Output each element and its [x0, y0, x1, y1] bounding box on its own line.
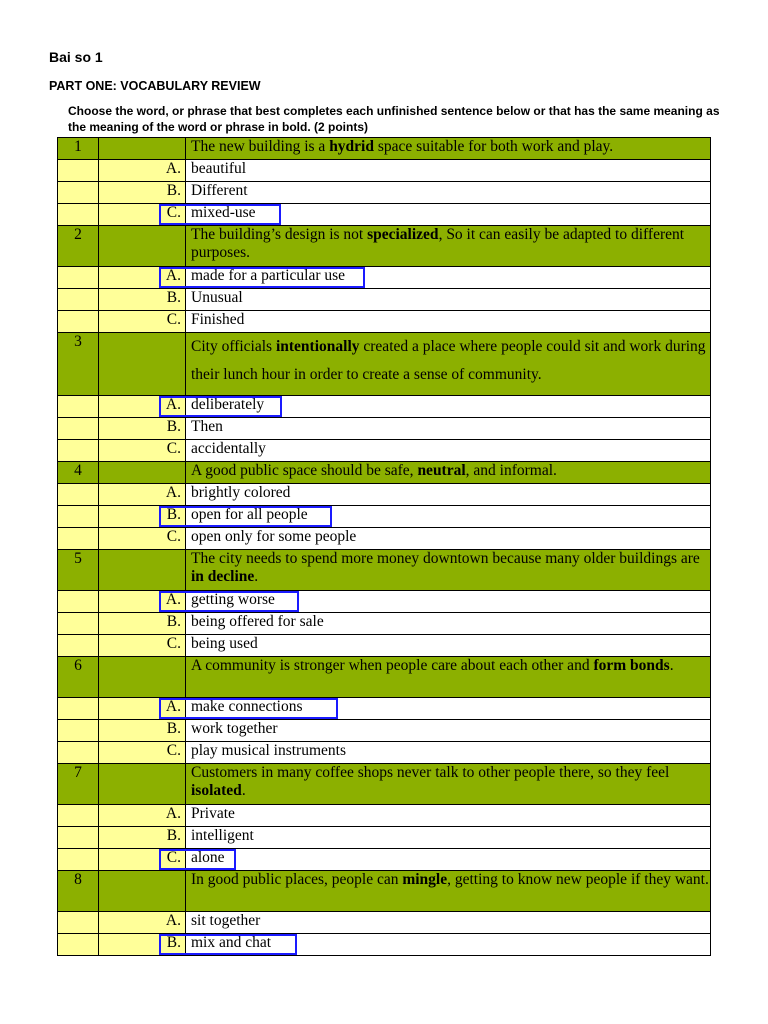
option-letter-label: B. — [166, 827, 181, 844]
option-row[interactable] — [58, 635, 711, 657]
option-text[interactable] — [186, 484, 711, 506]
question-number: 6 — [58, 657, 99, 698]
option-letter-label: A. — [165, 591, 181, 608]
option-letter[interactable] — [99, 484, 186, 506]
option-text[interactable] — [186, 827, 711, 849]
question-text-pre: A community is stronger when people care about each other and — [191, 657, 594, 674]
option-letter-label: C. — [166, 528, 181, 545]
question-text — [186, 226, 711, 267]
option-text-label: mix and chat — [191, 934, 272, 951]
option-text[interactable] — [186, 720, 711, 742]
option-text-label: being used — [191, 635, 258, 652]
answer-mark-left — [159, 591, 186, 612]
option-letter-label: A. — [165, 805, 181, 822]
option-text-label: Finished — [191, 311, 245, 328]
option-text[interactable] — [186, 418, 711, 440]
question-row — [58, 550, 711, 591]
option-letter-label: C. — [166, 849, 181, 866]
option-text-label: made for a particular use — [191, 267, 346, 284]
option-letter-label: C. — [166, 440, 181, 457]
option-spacer — [58, 484, 99, 506]
option-text[interactable] — [186, 635, 711, 657]
option-row[interactable] — [58, 484, 711, 506]
option-letter-label: B. — [166, 506, 181, 523]
option-spacer — [58, 849, 99, 871]
answer-mark-right — [185, 396, 282, 417]
question-text-post: , So it can easily be adapted to different purposes. — [191, 226, 685, 261]
option-letter-label: B. — [166, 934, 181, 951]
question-text — [186, 764, 711, 805]
question-row — [58, 462, 711, 484]
question-keyword: intentionally — [275, 338, 360, 355]
option-row[interactable] — [58, 311, 711, 333]
question-keyword: specialized — [367, 226, 439, 243]
option-text-label: sit together — [191, 912, 261, 929]
option-spacer — [58, 698, 99, 720]
option-text-label: play musical instruments — [191, 742, 346, 759]
question-keyword: isolated — [191, 782, 242, 799]
answer-mark-left — [159, 934, 186, 955]
option-text[interactable] — [186, 591, 711, 613]
option-letter[interactable] — [99, 311, 186, 333]
question-number: 5 — [58, 550, 99, 591]
question-keyword: mingle — [402, 871, 448, 888]
option-letter-label: A. — [165, 912, 181, 929]
option-text-label: beautiful — [191, 160, 247, 177]
question-text-post: . — [241, 782, 246, 799]
option-spacer — [58, 289, 99, 311]
option-spacer — [58, 827, 99, 849]
question-number: 7 — [58, 764, 99, 805]
question-text — [186, 138, 711, 160]
option-text[interactable] — [186, 182, 711, 204]
option-letter-label: C. — [166, 311, 181, 328]
option-row[interactable] — [58, 720, 711, 742]
question-row — [58, 226, 711, 267]
option-letter[interactable] — [99, 440, 186, 462]
option-spacer — [58, 418, 99, 440]
option-row[interactable] — [58, 934, 711, 956]
option-letter-label: A. — [165, 160, 181, 177]
option-row[interactable] — [58, 440, 711, 462]
option-letter[interactable] — [99, 528, 186, 550]
option-spacer — [58, 182, 99, 204]
option-text-label: Different — [191, 182, 248, 199]
option-row[interactable] — [58, 528, 711, 550]
option-row[interactable] — [58, 160, 711, 182]
option-letter[interactable] — [99, 849, 186, 871]
question-number: 8 — [58, 871, 99, 912]
option-text[interactable] — [186, 934, 711, 956]
option-text[interactable] — [186, 267, 711, 289]
option-spacer — [58, 912, 99, 934]
question-spacer — [99, 764, 186, 805]
option-row[interactable] — [58, 613, 711, 635]
answer-mark-right — [185, 267, 365, 288]
option-row[interactable] — [58, 849, 711, 871]
question-spacer — [99, 657, 186, 698]
option-letter[interactable] — [99, 591, 186, 613]
option-row[interactable] — [58, 591, 711, 613]
option-text-label: being offered for sale — [191, 613, 324, 630]
option-letter[interactable] — [99, 160, 186, 182]
question-row — [58, 657, 711, 698]
question-text — [186, 333, 711, 396]
option-letter[interactable] — [99, 506, 186, 528]
answer-mark-right — [185, 849, 236, 870]
option-letter-label: B. — [166, 418, 181, 435]
option-letter[interactable] — [99, 635, 186, 657]
option-row[interactable] — [58, 418, 711, 440]
answer-mark-right — [185, 934, 297, 955]
quiz-table — [57, 137, 711, 956]
option-spacer — [58, 720, 99, 742]
option-text[interactable] — [186, 160, 711, 182]
option-spacer — [58, 805, 99, 827]
option-text-label: mixed-use — [191, 204, 256, 221]
question-text-pre: A good public space should be safe, — [191, 462, 418, 479]
option-letter[interactable] — [99, 204, 186, 226]
doc-title: Bai so 1 — [49, 49, 103, 65]
option-text-label: brightly colored — [191, 484, 291, 501]
answer-mark-left — [159, 204, 186, 225]
question-text-post: space suitable for both work and play. — [374, 138, 614, 155]
option-letter[interactable] — [99, 912, 186, 934]
instructions: Choose the word, or phrase that best completes each unfinished sentence below or that has the same meaning as the meaning of the word or phrase in bold. (2 points) — [68, 104, 720, 134]
option-text[interactable] — [186, 698, 711, 720]
option-row[interactable] — [58, 267, 711, 289]
question-text — [186, 871, 711, 912]
option-spacer — [58, 311, 99, 333]
option-letter[interactable] — [99, 827, 186, 849]
question-spacer — [99, 138, 186, 160]
option-text-label: Private — [191, 805, 235, 822]
question-text-post: . — [254, 568, 259, 585]
question-text-pre: In good public places, people can — [191, 871, 403, 888]
question-keyword: form bonds — [593, 657, 670, 674]
option-text[interactable] — [186, 849, 711, 871]
option-spacer — [58, 204, 99, 226]
option-spacer — [58, 635, 99, 657]
option-letter-label: C. — [166, 742, 181, 759]
option-text-label: Unusual — [191, 289, 243, 306]
answer-mark-right — [185, 204, 281, 225]
option-text-label: Then — [191, 418, 223, 435]
question-number: 4 — [58, 462, 99, 484]
part-title: PART ONE: VOCABULARY REVIEW — [49, 79, 261, 93]
option-letter[interactable] — [99, 289, 186, 311]
option-letter[interactable] — [99, 720, 186, 742]
question-text — [186, 462, 711, 484]
question-text — [186, 550, 711, 591]
option-text-label: alone — [191, 849, 225, 866]
question-row — [58, 764, 711, 805]
option-letter-label: A. — [165, 267, 181, 284]
option-letter[interactable] — [99, 613, 186, 635]
option-spacer — [58, 742, 99, 764]
question-number: 1 — [58, 138, 99, 160]
option-letter-label: A. — [165, 396, 181, 413]
option-text[interactable] — [186, 613, 711, 635]
option-text-label: make connections — [191, 698, 303, 715]
option-letter[interactable] — [99, 805, 186, 827]
option-letter-label: A. — [165, 484, 181, 501]
question-text-pre: The building’s design is not — [191, 226, 368, 243]
option-spacer — [58, 267, 99, 289]
option-text[interactable] — [186, 912, 711, 934]
question-keyword: in decline — [191, 568, 255, 585]
option-spacer — [58, 160, 99, 182]
answer-mark-left — [159, 849, 186, 870]
option-letter[interactable] — [99, 934, 186, 956]
answer-mark-right — [185, 698, 338, 719]
option-text-label: intelligent — [191, 827, 254, 844]
option-spacer — [58, 528, 99, 550]
option-spacer — [58, 613, 99, 635]
question-row — [58, 138, 711, 160]
question-text-pre: The city needs to spend more money downtown because many older buildings are — [191, 550, 700, 567]
option-row[interactable] — [58, 506, 711, 528]
option-text-label: deliberately — [191, 396, 265, 413]
option-text[interactable] — [186, 289, 711, 311]
question-number: 3 — [58, 333, 99, 396]
answer-mark-right — [185, 506, 332, 527]
option-letter[interactable] — [99, 418, 186, 440]
option-letter-label: B. — [166, 182, 181, 199]
option-spacer — [58, 396, 99, 418]
option-text-label: work together — [191, 720, 278, 737]
option-text[interactable] — [186, 311, 711, 333]
option-text-label: open for all people — [191, 506, 308, 523]
option-row[interactable] — [58, 289, 711, 311]
question-text-post: . — [669, 657, 674, 674]
option-text[interactable] — [186, 528, 711, 550]
option-letter[interactable] — [99, 267, 186, 289]
option-spacer — [58, 934, 99, 956]
question-keyword: neutral — [417, 462, 466, 479]
option-text-label: accidentally — [191, 440, 266, 457]
option-text[interactable] — [186, 396, 711, 418]
answer-mark-left — [159, 396, 186, 417]
question-number: 2 — [58, 226, 99, 267]
option-row[interactable] — [58, 805, 711, 827]
question-spacer — [99, 226, 186, 267]
question-text-post: , and informal. — [465, 462, 557, 479]
option-row[interactable] — [58, 182, 711, 204]
question-row — [58, 333, 711, 396]
option-letter[interactable] — [99, 396, 186, 418]
option-letter[interactable] — [99, 698, 186, 720]
option-letter-label: C. — [166, 635, 181, 652]
question-row — [58, 871, 711, 912]
option-letter-label: B. — [166, 289, 181, 306]
question-spacer — [99, 462, 186, 484]
answer-mark-left — [159, 698, 186, 719]
option-spacer — [58, 591, 99, 613]
question-text-pre: The new building is a — [191, 138, 330, 155]
question-text-post: created a place where people could sit and work during their lunch hour in order to create a sense of community. — [191, 338, 706, 383]
option-text[interactable] — [186, 805, 711, 827]
option-row[interactable] — [58, 396, 711, 418]
option-row[interactable] — [58, 827, 711, 849]
option-letter[interactable] — [99, 742, 186, 764]
option-row[interactable] — [58, 698, 711, 720]
answer-mark-left — [159, 506, 186, 527]
option-text[interactable] — [186, 204, 711, 226]
option-text-label: getting worse — [191, 591, 275, 608]
option-row[interactable] — [58, 204, 711, 226]
option-letter-label: B. — [166, 613, 181, 630]
question-text-pre: City officials — [191, 338, 276, 355]
question-text-pre: Customers in many coffee shops never talk to other people there, so they feel — [191, 764, 670, 781]
question-keyword: hydrid — [329, 138, 374, 155]
option-row[interactable] — [58, 912, 711, 934]
question-spacer — [99, 333, 186, 396]
option-letter-label: B. — [166, 720, 181, 737]
answer-mark-left — [159, 267, 186, 288]
question-spacer — [99, 550, 186, 591]
option-spacer — [58, 440, 99, 462]
option-letter-label: A. — [165, 698, 181, 715]
option-letter-label: C. — [166, 204, 181, 221]
option-text[interactable] — [186, 440, 711, 462]
option-row[interactable] — [58, 742, 711, 764]
option-text[interactable] — [186, 742, 711, 764]
question-spacer — [99, 871, 186, 912]
option-letter[interactable] — [99, 182, 186, 204]
option-spacer — [58, 506, 99, 528]
option-text-label: open only for some people — [191, 528, 357, 545]
question-text-post: , getting to know new people if they want. — [447, 871, 709, 888]
option-text[interactable] — [186, 506, 711, 528]
answer-mark-right — [185, 591, 299, 612]
question-text — [186, 657, 711, 698]
